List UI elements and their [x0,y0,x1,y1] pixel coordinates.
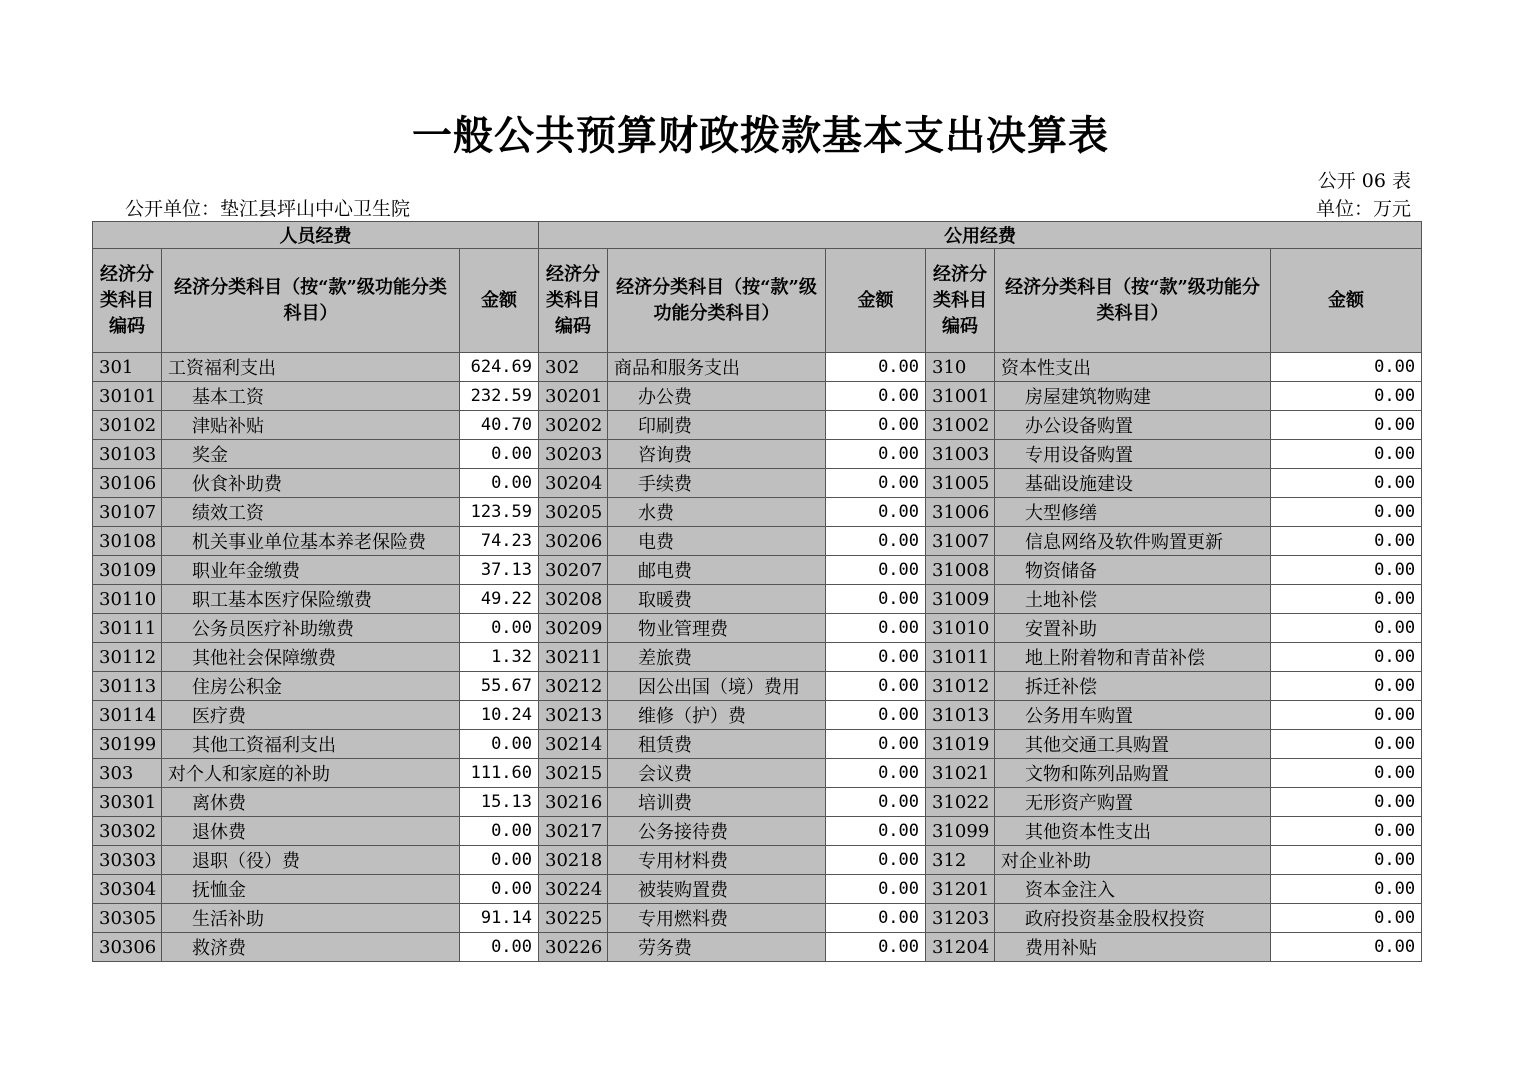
account-name: 办公费 [608,382,826,411]
account-code: 30218 [539,846,608,875]
account-name: 土地补偿 [995,585,1271,614]
account-code: 31002 [926,411,995,440]
account-code: 30211 [539,643,608,672]
account-name: 差旅费 [608,643,826,672]
account-name: 专用材料费 [608,846,826,875]
account-name: 大型修缮 [995,498,1271,527]
amount-cell: 0.00 [1271,817,1422,846]
amount-cell: 0.00 [826,904,926,933]
account-code: 30214 [539,730,608,759]
amount-cell: 0.00 [826,933,926,962]
account-name: 对企业补助 [995,846,1271,875]
account-name: 租赁费 [608,730,826,759]
account-name: 退职（役）费 [162,846,460,875]
account-code: 31011 [926,643,995,672]
account-code: 31021 [926,759,995,788]
account-name: 邮电费 [608,556,826,585]
account-code: 30106 [93,469,162,498]
account-name: 医疗费 [162,701,460,730]
currency-unit: 单位：万元 [1315,198,1411,220]
account-name: 劳务费 [608,933,826,962]
account-code: 310 [926,353,995,382]
account-code: 30306 [93,933,162,962]
col-header-name: 经济分类科目（按“款”级功能分类科目） [162,249,460,353]
table-row [93,556,1422,585]
amount-cell: 0.00 [1271,498,1422,527]
account-name: 维修（护）费 [608,701,826,730]
amount-cell: 0.00 [826,440,926,469]
account-name: 电费 [608,527,826,556]
account-name: 基础设施建设 [995,469,1271,498]
table-row [93,643,1422,672]
amount-cell: 0.00 [826,846,926,875]
col-header-amount: 金额 [1271,249,1422,353]
account-name: 其他社会保障缴费 [162,643,460,672]
account-name: 离休费 [162,788,460,817]
account-name: 公务接待费 [608,817,826,846]
col-header-code: 经济分类科目编码 [93,249,162,353]
amount-cell: 74.23 [460,527,539,556]
account-name: 安置补助 [995,614,1271,643]
account-name: 取暖费 [608,585,826,614]
amount-cell: 0.00 [1271,411,1422,440]
amount-cell: 0.00 [1271,469,1422,498]
table-row [93,672,1422,701]
account-code: 30224 [539,875,608,904]
amount-cell: 0.00 [826,585,926,614]
account-code: 30114 [93,701,162,730]
account-code: 30102 [93,411,162,440]
col-header-amount: 金额 [826,249,926,353]
account-name: 公务用车购置 [995,701,1271,730]
account-code: 30207 [539,556,608,585]
account-code: 30113 [93,672,162,701]
account-code: 31022 [926,788,995,817]
account-name: 伙食补助费 [162,469,460,498]
account-code: 31013 [926,701,995,730]
account-code: 30199 [93,730,162,759]
account-name: 培训费 [608,788,826,817]
amount-cell: 0.00 [826,701,926,730]
account-code: 30304 [93,875,162,904]
account-code: 31099 [926,817,995,846]
amount-cell: 0.00 [826,759,926,788]
amount-cell: 0.00 [826,382,926,411]
account-name: 房屋建筑物购建 [995,382,1271,411]
table-row [93,469,1422,498]
table-row [93,759,1422,788]
account-code: 31006 [926,498,995,527]
table-row [93,904,1422,933]
account-name: 工资福利支出 [162,353,460,382]
form-number: 公开 06 表 [1317,170,1411,192]
account-name: 退休费 [162,817,460,846]
account-code: 301 [93,353,162,382]
account-code: 30201 [539,382,608,411]
account-name: 公务员医疗补助缴费 [162,614,460,643]
amount-cell: 0.00 [826,788,926,817]
amount-cell: 0.00 [460,469,539,498]
account-code: 31008 [926,556,995,585]
col-header-name: 经济分类科目（按“款”级功能分类科目） [995,249,1271,353]
account-name: 救济费 [162,933,460,962]
account-name: 抚恤金 [162,875,460,904]
amount-cell: 0.00 [826,411,926,440]
account-code: 30305 [93,904,162,933]
amount-cell: 0.00 [1271,701,1422,730]
account-code: 30206 [539,527,608,556]
account-code: 312 [926,846,995,875]
account-name: 资本性支出 [995,353,1271,382]
account-code: 30226 [539,933,608,962]
account-name: 专用燃料费 [608,904,826,933]
account-code: 31005 [926,469,995,498]
account-code: 30203 [539,440,608,469]
table-row [93,440,1422,469]
amount-cell: 0.00 [826,614,926,643]
account-code: 30110 [93,585,162,614]
account-code: 30212 [539,672,608,701]
amount-cell: 0.00 [826,672,926,701]
account-code: 30213 [539,701,608,730]
account-name: 职工基本医疗保险缴费 [162,585,460,614]
account-code: 30217 [539,817,608,846]
table-row [93,701,1422,730]
col-header-amount: 金额 [460,249,539,353]
account-code: 31010 [926,614,995,643]
table-row [93,353,1422,382]
account-code: 31204 [926,933,995,962]
account-name: 无形资产购置 [995,788,1271,817]
amount-cell: 0.00 [1271,585,1422,614]
amount-cell: 0.00 [826,556,926,585]
account-code: 30215 [539,759,608,788]
amount-cell: 0.00 [1271,353,1422,382]
table-row [93,411,1422,440]
account-name: 对个人和家庭的补助 [162,759,460,788]
table-row [93,788,1422,817]
account-code: 30225 [539,904,608,933]
group-header-public: 公用经费 [539,222,1422,249]
amount-cell: 0.00 [1271,759,1422,788]
account-code: 30209 [539,614,608,643]
amount-cell: 0.00 [1271,382,1422,411]
account-code: 30216 [539,788,608,817]
account-name: 咨询费 [608,440,826,469]
table-row [93,730,1422,759]
amount-cell: 232.59 [460,382,539,411]
account-name: 文物和陈列品购置 [995,759,1271,788]
account-name: 绩效工资 [162,498,460,527]
table-row [93,614,1422,643]
account-code: 303 [93,759,162,788]
account-name: 地上附着物和青苗补偿 [995,643,1271,672]
amount-cell: 0.00 [1271,730,1422,759]
amount-cell: 0.00 [826,875,926,904]
amount-cell: 55.67 [460,672,539,701]
account-code: 30109 [93,556,162,585]
amount-cell: 0.00 [460,614,539,643]
amount-cell: 111.60 [460,759,539,788]
account-name: 其他资本性支出 [995,817,1271,846]
table-row [93,585,1422,614]
account-name: 手续费 [608,469,826,498]
amount-cell: 0.00 [1271,527,1422,556]
amount-cell: 15.13 [460,788,539,817]
account-code: 31009 [926,585,995,614]
account-code: 30111 [93,614,162,643]
account-code: 31003 [926,440,995,469]
amount-cell: 0.00 [1271,643,1422,672]
amount-cell: 49.22 [460,585,539,614]
amount-cell: 0.00 [826,730,926,759]
reporting-unit: 公开单位：垫江县坪山中心卫生院 [125,198,411,220]
amount-cell: 0.00 [1271,440,1422,469]
account-name: 会议费 [608,759,826,788]
account-code: 31012 [926,672,995,701]
account-code: 31201 [926,875,995,904]
account-name: 奖金 [162,440,460,469]
page-title: 一般公共预算财政拨款基本支出决算表 [412,112,1109,159]
amount-cell: 0.00 [460,817,539,846]
table-row [93,527,1422,556]
table-body [93,353,1422,962]
table-row [93,498,1422,527]
col-header-code: 经济分类科目编码 [539,249,608,353]
amount-cell: 123.59 [460,498,539,527]
account-code: 30205 [539,498,608,527]
amount-cell: 0.00 [460,846,539,875]
account-name: 水费 [608,498,826,527]
account-code: 30204 [539,469,608,498]
table-row [93,875,1422,904]
account-name: 拆迁补偿 [995,672,1271,701]
amount-cell: 0.00 [1271,672,1422,701]
account-code: 30108 [93,527,162,556]
amount-cell: 0.00 [460,730,539,759]
account-code: 30303 [93,846,162,875]
account-name: 因公出国（境）费用 [608,672,826,701]
account-code: 30301 [93,788,162,817]
account-code: 30103 [93,440,162,469]
account-code: 30202 [539,411,608,440]
amount-cell: 0.00 [1271,846,1422,875]
account-name: 津贴补贴 [162,411,460,440]
amount-cell: 40.70 [460,411,539,440]
table-row [93,817,1422,846]
amount-cell: 0.00 [460,440,539,469]
amount-cell: 0.00 [1271,933,1422,962]
account-name: 住房公积金 [162,672,460,701]
account-code: 31203 [926,904,995,933]
account-name: 基本工资 [162,382,460,411]
account-name: 职业年金缴费 [162,556,460,585]
account-code: 30112 [93,643,162,672]
amount-cell: 0.00 [826,469,926,498]
account-code: 30208 [539,585,608,614]
amount-cell: 0.00 [1271,556,1422,585]
account-name: 其他交通工具购置 [995,730,1271,759]
account-name: 生活补助 [162,904,460,933]
amount-cell: 0.00 [1271,788,1422,817]
amount-cell: 0.00 [1271,614,1422,643]
amount-cell: 0.00 [826,643,926,672]
amount-cell: 0.00 [460,933,539,962]
amount-cell: 0.00 [1271,875,1422,904]
amount-cell: 1.32 [460,643,539,672]
account-code: 30302 [93,817,162,846]
table-row [93,933,1422,962]
account-name: 资本金注入 [995,875,1271,904]
amount-cell: 0.00 [826,527,926,556]
table-row [93,846,1422,875]
account-name: 物业管理费 [608,614,826,643]
amount-cell: 624.69 [460,353,539,382]
amount-cell: 91.14 [460,904,539,933]
account-name: 物资储备 [995,556,1271,585]
account-code: 31019 [926,730,995,759]
account-name: 被装购置费 [608,875,826,904]
account-name: 信息网络及软件购置更新 [995,527,1271,556]
account-name: 办公设备购置 [995,411,1271,440]
amount-cell: 0.00 [826,498,926,527]
account-code: 31007 [926,527,995,556]
account-name: 政府投资基金股权投资 [995,904,1271,933]
account-name: 其他工资福利支出 [162,730,460,759]
col-header-code: 经济分类科目编码 [926,249,995,353]
amount-cell: 0.00 [460,875,539,904]
account-name: 专用设备购置 [995,440,1271,469]
table-row [93,382,1422,411]
account-name: 印刷费 [608,411,826,440]
account-code: 30107 [93,498,162,527]
amount-cell: 37.13 [460,556,539,585]
amount-cell: 0.00 [826,817,926,846]
account-name: 机关事业单位基本养老保险费 [162,527,460,556]
amount-cell: 0.00 [1271,904,1422,933]
col-header-name: 经济分类科目（按“款”级功能分类科目） [608,249,826,353]
group-header-personnel: 人员经费 [93,222,539,249]
amount-cell: 0.00 [826,353,926,382]
account-code: 30101 [93,382,162,411]
amount-cell: 10.24 [460,701,539,730]
account-code: 302 [539,353,608,382]
expenditure-table [92,221,1422,962]
account-name: 商品和服务支出 [608,353,826,382]
account-name: 费用补贴 [995,933,1271,962]
account-code: 31001 [926,382,995,411]
